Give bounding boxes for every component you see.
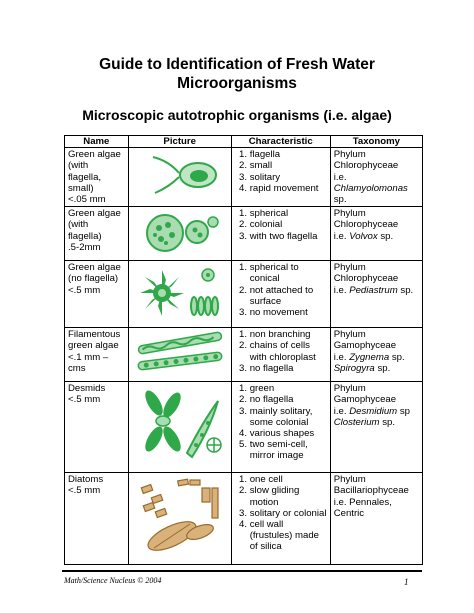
identification-table: [64, 135, 423, 565]
table-row: [65, 382, 423, 473]
title-line-1: Guide to Identification of Fresh Water: [99, 56, 375, 73]
desmid-drawing-icon: [132, 383, 228, 467]
picture-cell: [128, 328, 231, 382]
characteristic-list: 1. non branching 2. chains of cells with chloroplast 3. no flagella: [235, 329, 327, 374]
taxonomy-cell: Phylum Chlorophyceae i.e. Pediastrum sp.: [330, 261, 422, 328]
name-cell: Green algae (no flagella) <.5 mm: [65, 261, 129, 328]
pediastrum-drawing-icon: [132, 262, 227, 324]
table-row: [65, 261, 423, 328]
characteristic-cell: [231, 148, 330, 207]
header-characteristic: Characteristic: [231, 136, 330, 148]
chlamydomonas-drawing-icon: [135, 149, 225, 201]
table-row: [65, 148, 423, 207]
name-cell: Desmids <.5 mm: [65, 382, 129, 473]
characteristic-list: 1. spherical 2. colonial 3. with two flagella: [235, 208, 327, 242]
characteristic-list: 1. spherical to conical 2. not attached to surface 3. no movement: [235, 262, 327, 318]
characteristic-cell: [231, 328, 330, 382]
picture-cell: [128, 207, 231, 261]
characteristic-cell: [231, 261, 330, 328]
name-cell: Diatoms <.5 mm: [65, 473, 129, 565]
header-picture: Picture: [128, 136, 231, 148]
name-cell: Green algae (with flagella) .5-2mm: [65, 207, 129, 261]
taxonomy-cell: Phylum Chlorophyceae i.e. Chlamyolomonas sp.: [330, 148, 422, 207]
diatom-drawing-icon: [132, 474, 228, 560]
section-subtitle: Microscopic autotrophic organisms (i.e. algae): [82, 107, 392, 123]
characteristic-cell: [231, 207, 330, 261]
table-header-row: [65, 136, 423, 148]
name-cell: Filamentous green algae <.1 mm – cms: [65, 328, 129, 382]
header-taxonomy: Taxonomy: [330, 136, 422, 148]
footer-divider: [62, 570, 422, 572]
document-title: [0, 55, 474, 93]
taxonomy-cell: Phylum Gamophyceae i.e. Desmidium sp Closterium sp.: [330, 382, 422, 473]
footer-credit: Math/Science Nucleus © 2004: [64, 576, 162, 585]
picture-cell: [128, 148, 231, 207]
picture-cell: [128, 473, 231, 565]
table-row: [65, 473, 423, 565]
characteristic-list: 1. one cell 2. slow gliding motion 3. solitary or colonial 4. cell wall (frustules) made of silica: [235, 474, 327, 552]
header-name: Name: [65, 136, 129, 148]
table-row: [65, 328, 423, 382]
filamentous-algae-drawing-icon: [132, 329, 228, 373]
volvox-drawing-icon: [135, 208, 225, 258]
characteristic-cell: [231, 382, 330, 473]
characteristic-list: 1. flagella 2. small 3. solitary 4. rapid movement: [235, 149, 327, 194]
taxonomy-cell: Phylum Gamophyceae i.e. Zygnema sp. Spirogyra sp.: [330, 328, 422, 382]
taxonomy-cell: Phylum Bacillariophyceae i.e. Pennales, Centric: [330, 473, 422, 565]
table-row: [65, 207, 423, 261]
picture-cell: [128, 382, 231, 473]
characteristic-cell: [231, 473, 330, 565]
title-line-2: Microorganisms: [177, 75, 297, 92]
characteristic-list: 1. green 2. no flagella 3. mainly solitary, some colonial 4. various shapes 5. two semi-cell, mirror image: [235, 383, 327, 461]
taxonomy-cell: Phylum Chlorophyceae i.e. Volvox sp.: [330, 207, 422, 261]
name-cell: Green algae (with flagella, small) <.05 mm: [65, 148, 129, 207]
page-number: 1: [404, 577, 409, 587]
picture-cell: [128, 261, 231, 328]
